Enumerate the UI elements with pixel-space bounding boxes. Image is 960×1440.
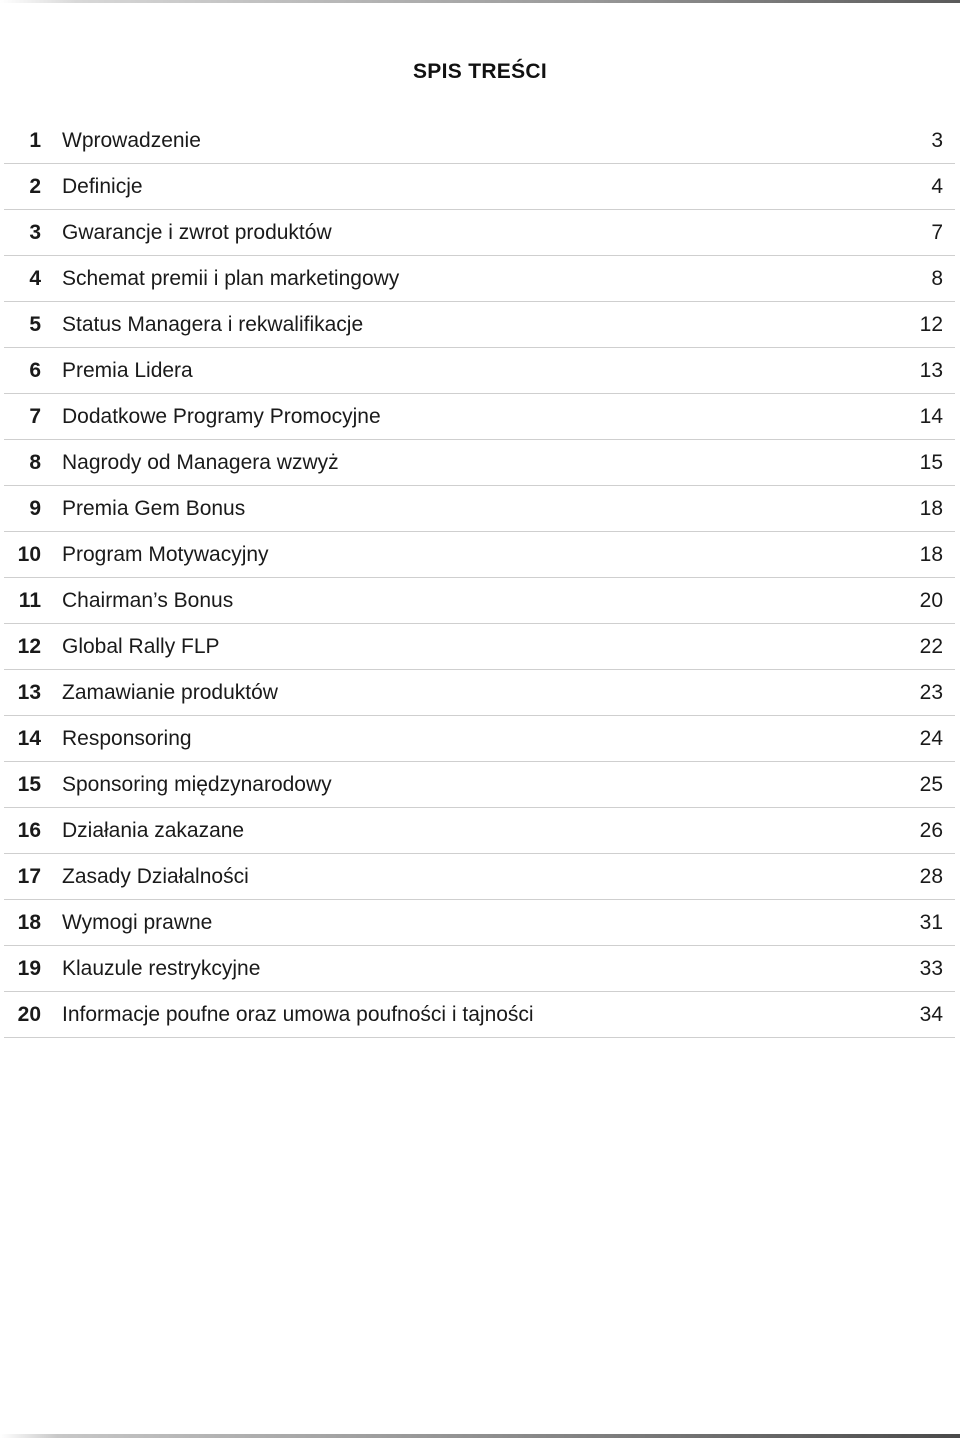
toc-entry[interactable] bbox=[4, 302, 955, 348]
toc-entry-title: Global Rally FLP bbox=[62, 635, 220, 658]
toc-entry-number: 14 bbox=[17, 727, 41, 750]
toc-entry-number: 17 bbox=[17, 865, 41, 888]
toc-entry-number: 20 bbox=[17, 1003, 41, 1026]
toc-entry-page: 18 bbox=[919, 543, 943, 566]
toc-entry-page: 23 bbox=[919, 681, 943, 704]
toc-entry[interactable] bbox=[4, 486, 955, 532]
toc-entry-number: 11 bbox=[18, 589, 41, 612]
toc-entry[interactable] bbox=[4, 670, 955, 716]
toc-entry-number: 19 bbox=[17, 957, 41, 980]
toc-entry-title: Schemat premii i plan marketingowy bbox=[62, 267, 400, 290]
toc-entry-title: Nagrody od Managera wzwyż bbox=[62, 451, 339, 474]
toc-entry[interactable] bbox=[4, 164, 955, 210]
toc-entry-number: 10 bbox=[17, 543, 41, 566]
toc-entry-title: Status Managera i rekwalifikacje bbox=[62, 313, 364, 336]
toc-entry-title: Gwarancje i zwrot produktów bbox=[62, 221, 332, 244]
toc-entry-page: 28 bbox=[919, 865, 943, 888]
toc-entry-page: 24 bbox=[919, 727, 943, 750]
toc-entry-title: Zasady Działalności bbox=[62, 865, 249, 888]
toc-entry-title: Dodatkowe Programy Promocyjne bbox=[62, 405, 381, 428]
toc-entry-title: Wymogi prawne bbox=[62, 911, 213, 934]
toc-entry[interactable] bbox=[4, 762, 955, 808]
table-of-contents bbox=[4, 118, 955, 1038]
toc-entry[interactable] bbox=[4, 854, 955, 900]
toc-entry-number: 18 bbox=[17, 911, 41, 934]
toc-entry-page: 8 bbox=[931, 267, 943, 290]
toc-entry-page: 33 bbox=[919, 957, 943, 980]
toc-entry-page: 20 bbox=[919, 589, 943, 612]
toc-entry-page: 14 bbox=[919, 405, 943, 428]
toc-entry-page: 13 bbox=[919, 359, 943, 382]
toc-entry-number: 13 bbox=[17, 681, 41, 704]
toc-entry[interactable] bbox=[4, 440, 955, 486]
toc-entry-number: 12 bbox=[17, 635, 41, 658]
toc-entry-title: Responsoring bbox=[62, 727, 192, 750]
toc-entry[interactable] bbox=[4, 900, 955, 946]
toc-entry-title: Wprowadzenie bbox=[62, 129, 201, 152]
toc-entry[interactable] bbox=[4, 808, 955, 854]
toc-entry-page: 34 bbox=[919, 1003, 943, 1026]
toc-entry-page: 4 bbox=[931, 175, 943, 198]
toc-entry-title: Działania zakazane bbox=[62, 819, 245, 842]
toc-entry[interactable] bbox=[4, 348, 955, 394]
toc-entry-number: 7 bbox=[29, 405, 41, 428]
page-title: SPIS TREŚCI bbox=[413, 60, 547, 84]
bottom-divider bbox=[0, 1434, 960, 1438]
toc-entry-number: 15 bbox=[17, 773, 41, 796]
toc-entry-number: 5 bbox=[29, 313, 41, 336]
toc-entry-page: 18 bbox=[919, 497, 943, 520]
toc-entry-title: Chairman’s Bonus bbox=[62, 589, 234, 612]
toc-entry-number: 2 bbox=[29, 175, 41, 198]
toc-entry-number: 8 bbox=[29, 451, 41, 474]
toc-entry[interactable] bbox=[4, 624, 955, 670]
toc-entry[interactable] bbox=[4, 532, 955, 578]
toc-entry-title: Premia Gem Bonus bbox=[62, 497, 246, 520]
toc-entry-page: 26 bbox=[919, 819, 943, 842]
toc-entry[interactable] bbox=[4, 256, 955, 302]
toc-entry-number: 16 bbox=[17, 819, 41, 842]
toc-entry-title: Program Motywacyjny bbox=[62, 543, 269, 566]
toc-entry-page: 22 bbox=[919, 635, 943, 658]
toc-entry[interactable] bbox=[4, 578, 955, 624]
toc-entry[interactable] bbox=[4, 394, 955, 440]
toc-entry-title: Sponsoring międzynarodowy bbox=[62, 773, 332, 796]
toc-entry-title: Zamawianie produktów bbox=[62, 681, 278, 704]
toc-entry-page: 25 bbox=[919, 773, 943, 796]
toc-entry-number: 3 bbox=[29, 221, 41, 244]
toc-entry-title: Premia Lidera bbox=[62, 359, 193, 382]
toc-entry[interactable] bbox=[4, 118, 955, 164]
toc-entry-number: 1 bbox=[29, 129, 41, 152]
toc-entry[interactable] bbox=[4, 992, 955, 1038]
toc-entry[interactable] bbox=[4, 716, 955, 762]
toc-entry-page: 3 bbox=[931, 129, 943, 152]
toc-entry-number: 9 bbox=[29, 497, 41, 520]
toc-entry-title: Klauzule restrykcyjne bbox=[62, 957, 261, 980]
toc-entry-number: 4 bbox=[29, 267, 41, 290]
top-divider bbox=[0, 0, 960, 3]
toc-entry-number: 6 bbox=[29, 359, 41, 382]
toc-entry-page: 7 bbox=[931, 221, 943, 244]
toc-entry[interactable] bbox=[4, 946, 955, 992]
toc-entry-title: Informacje poufne oraz umowa poufności i tajności bbox=[62, 1003, 534, 1026]
toc-entry-page: 31 bbox=[919, 911, 943, 934]
toc-entry[interactable] bbox=[4, 210, 955, 256]
toc-entry-page: 15 bbox=[919, 451, 943, 474]
toc-entry-page: 12 bbox=[919, 313, 943, 336]
toc-entry-title: Definicje bbox=[62, 175, 143, 198]
